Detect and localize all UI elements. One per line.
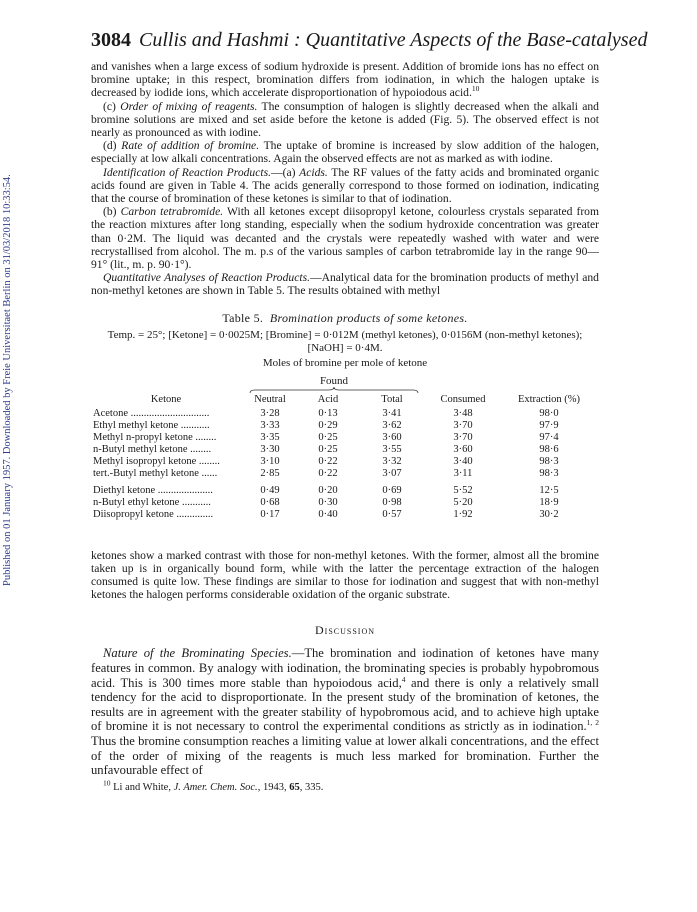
value-cell: 3·70: [453, 419, 473, 431]
value-cell: 98·3: [539, 467, 559, 479]
table-row: [91, 408, 599, 420]
column-header: Ketone: [150, 393, 182, 405]
value-cell: 0·22: [318, 455, 338, 467]
value-cell: 0·25: [318, 431, 338, 443]
ketone-name-cell: Diethyl ketone .....................: [93, 484, 213, 496]
column-header: Neutral: [254, 393, 286, 405]
subsection-title: Rate of addition of bromine.: [121, 139, 260, 153]
table-label: Table 5.: [222, 310, 264, 325]
value-cell: 12·5: [539, 484, 559, 496]
table-header-row: [91, 394, 599, 408]
value-cell: 0·68: [260, 496, 280, 508]
paragraph: and vanishes when a large excess of sodium hydroxide is present. Addition of bromide ions has no effect on bromine uptake; in this respect, bromination differs from iodination, in which the halogen uptake is decreased by iodide ions, which accelerate disproportionation of hypoiodous acid.$^{10}$: [91, 60, 599, 100]
paragraph: Identification of Reaction Products.—(a) Acids. The RF values of the fatty acids and brominated organic acids found are given in Table 4. The acids generally correspond to those formed on iodination, indicating that the course of bromination of these ketones is similar to that of iodination.: [91, 165, 599, 206]
value-cell: 0·25: [318, 443, 338, 455]
value-cell: 0·29: [318, 419, 338, 431]
table-row: [91, 420, 599, 432]
table-row: [91, 468, 599, 480]
subsection-title: Acids.: [299, 165, 328, 179]
brace-icon: [249, 387, 419, 394]
table-row: [91, 456, 599, 468]
column-header: Acid: [317, 393, 339, 405]
page-body: [91, 28, 648, 793]
ketone-name-cell: Methyl n-propyl ketone ........: [93, 431, 217, 443]
value-cell: 0·22: [318, 467, 338, 479]
section-heading: Discussion: [314, 623, 375, 638]
table-row: [91, 485, 599, 497]
value-cell: 3·32: [382, 455, 402, 467]
table-row: [91, 444, 599, 456]
found-row: [91, 371, 599, 394]
value-cell: 3·60: [453, 443, 473, 455]
value-cell: 3·28: [260, 407, 280, 419]
footnote: $^{10}$ Li and White, J. Amer. Chem. Soc., 1943, 65, 335.: [103, 778, 324, 793]
ketone-name-cell: n-Butyl ethyl ketone ...........: [93, 496, 211, 508]
subsection-title: Carbon tetrabromide.: [120, 205, 224, 219]
value-cell: 98·0: [539, 407, 559, 419]
value-cell: 3·07: [382, 467, 402, 479]
value-cell: 0·40: [318, 508, 338, 520]
value-cell: 0·57: [382, 508, 402, 520]
running-header: [91, 28, 648, 52]
value-cell: 0·13: [318, 407, 338, 419]
column-header: Extraction (%): [517, 393, 581, 405]
section-title: Quantitative Analyses of Reaction Products.: [103, 271, 310, 285]
reference-marker: 1, 2: [586, 718, 599, 728]
value-cell: 3·62: [382, 419, 402, 431]
value-cell: 30·2: [539, 508, 559, 520]
results-table: [91, 371, 599, 521]
paragraph: (d) Rate of addition of bromine. The uptake of bromine is increased by slow addition of the halogen, especially at low alkali concentrations. Again the observed effects are not as marked as with iodine.: [91, 139, 600, 166]
ketone-name-cell: Acetone ..............................: [93, 407, 210, 419]
value-cell: 98·6: [539, 443, 559, 455]
reference-marker: 4: [401, 674, 406, 684]
running-title: Cullis and Hashmi : Quantitative Aspects of the Base-catalysed: [139, 29, 648, 51]
value-cell: 5·20: [453, 496, 473, 508]
ketone-name-cell: Ethyl methyl ketone ...........: [93, 419, 210, 431]
section-title: Nature of the Brominating Species.: [103, 646, 292, 661]
ketone-name-cell: n-Butyl methyl ketone ........: [93, 443, 212, 455]
value-cell: 3·40: [453, 455, 473, 467]
value-cell: 97·4: [539, 431, 559, 443]
table-caption: [91, 311, 599, 326]
value-cell: 98·3: [539, 455, 559, 467]
subsection-title: Order of mixing of reagents.: [120, 99, 258, 113]
section-title: Identification of Reaction Products.: [103, 165, 271, 179]
column-header: Total: [381, 393, 403, 405]
ketone-name-cell: Methyl isopropyl ketone ........: [93, 455, 220, 467]
paragraph: ketones show a marked contrast with those for non-methyl ketones. With the former, almost all the bromine taken up is in organically bound form, while with the latter the percentage extraction of the halogen consumed is quite low. These findings are similar to those for iodination and suggest that with non-methyl ketones the halogen performs considerable oxidation of the organic substrate.: [91, 548, 599, 602]
value-cell: 3·35: [260, 431, 280, 443]
table-row: [91, 509, 599, 521]
table-conditions: Temp. = 25°; [Ketone] = 0·0025M; [Bromine] = 0·012M (methyl ketones), 0·0156M (non-methyl ketones); [NaOH] = 0·4M.: [107, 328, 583, 354]
reference-marker: 10: [471, 84, 480, 94]
value-cell: 0·69: [382, 484, 402, 496]
value-cell: 3·70: [453, 431, 473, 443]
value-cell: 2·85: [260, 467, 280, 479]
download-notice: Published on 01 January 1957. Downloaded by Freie Universitaet Berlin on 31/03/2018 10:33:54.: [2, 174, 13, 586]
value-cell: 1·92: [453, 508, 473, 520]
paragraph: Nature of the Brominating Species.—The bromination and iodination of ketones have many features in common. By analogy with iodination, the brominating species is probably hypobromous acid. This is 300 times more stable than hypoiodous acid,$^4$ and there is only a relatively small tendency for the acid to disproportionate. In the present study of the bromination of ketones, the results are in agreement with the greater stability of hypobromous acid, and to achieve high uptake of bromine it is not necessary to control the experimental conditions as strictly as in iodination.$^{1, 2}$ Thus the bromine consumption reaches a limiting value at lower alkali concentrations, and the effect of the order of mixing of the reagents is much less marked for bromination. Further the unfavourable effect of: [91, 646, 599, 778]
value-cell: 0·49: [260, 484, 280, 496]
value-cell: 18·9: [539, 496, 559, 508]
column-header: Consumed: [440, 393, 486, 405]
table-subheading: Moles of bromine per mole of ketone: [262, 356, 428, 369]
paragraph: (b) Carbon tetrabromide. With all ketones except diisopropyl ketone, colourless crystals separated from the reaction mixtures after long standing, especially when the sodium hydroxide concentration was greater than 0·2M. The liquid was decanted and the crystals were repeatedly washed with water and were recrystallised from alcohol. The m. p.s of the various samples of carbon tetrabromide lay in the range 90—91° (lit., m. p. 90·1°).: [91, 205, 599, 272]
found-label: Found: [319, 374, 349, 387]
value-cell: 5·52: [453, 484, 473, 496]
ketone-name-cell: Diisopropyl ketone ..............: [93, 508, 214, 520]
value-cell: 97·9: [539, 419, 559, 431]
paragraph: Quantitative Analyses of Reaction Products.—Analytical data for the bromination products of methyl and non-methyl ketones are shown in Table 5. The results obtained with methyl: [91, 271, 599, 298]
value-cell: 0·20: [318, 484, 338, 496]
value-cell: 3·41: [382, 407, 402, 419]
value-cell: 3·30: [260, 443, 280, 455]
table-row: [91, 432, 599, 444]
value-cell: 3·55: [382, 443, 402, 455]
value-cell: 0·98: [382, 496, 402, 508]
value-cell: 3·60: [382, 431, 402, 443]
value-cell: 3·48: [453, 407, 473, 419]
value-cell: 3·10: [260, 455, 280, 467]
value-cell: 3·11: [453, 467, 473, 479]
table-row: [91, 497, 599, 509]
ketone-name-cell: tert.-Butyl methyl ketone ......: [93, 467, 218, 479]
table-title: Bromination products of some ketones.: [269, 310, 468, 325]
value-cell: 3·33: [260, 419, 280, 431]
value-cell: 0·30: [318, 496, 338, 508]
paragraph: (c) Order of mixing of reagents. The consumption of halogen is slightly decreased when the alkali and bromine solutions are mixed and set aside before the ketone is added (Fig. 5). The observed effect is not nearly as pronounced as with iodine.: [91, 99, 599, 140]
value-cell: 0·17: [260, 508, 280, 520]
page-number: 3084: [91, 29, 131, 51]
